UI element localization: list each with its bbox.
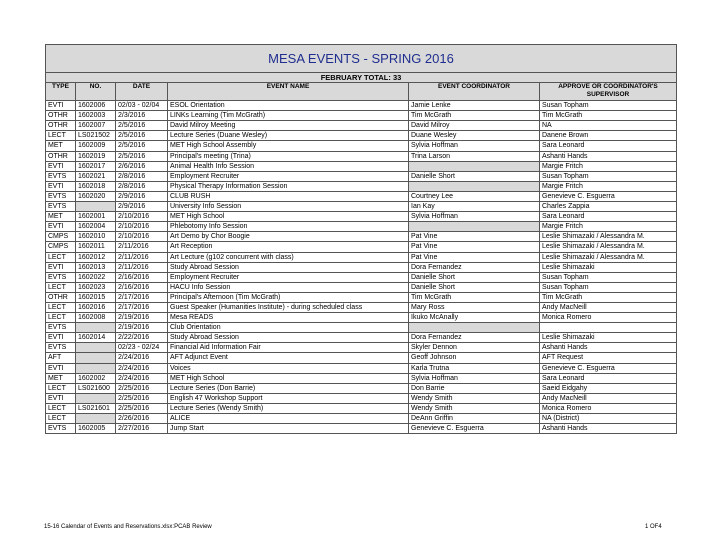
cell-event-name: Study Abroad Session [168,333,409,343]
cell-coordinator: Sylvia Hoffman [409,212,540,222]
cell-date: 2/11/2016 [116,262,168,272]
cell-supervisor [540,323,677,333]
cell-event-name: HACU Info Session [168,282,409,292]
cell-supervisor: Ashanti Hands [540,151,677,161]
cell-supervisor: Sara Leonard [540,373,677,383]
cell-number: 1602008 [76,313,116,323]
cell-event-name: MET High School [168,212,409,222]
cell-supervisor: Genevieve C. Esguerra [540,363,677,373]
cell-coordinator: Pat Vine [409,232,540,242]
cell-number: 1602016 [76,302,116,312]
cell-number: 1602005 [76,424,116,434]
cell-type: LECT [46,282,76,292]
cell-event-name: Jump Start [168,424,409,434]
cell-event-name: ALICE [168,414,409,424]
cell-number: 1602003 [76,111,116,121]
cell-event-name: Employment Recruiter [168,272,409,282]
cell-date: 2/5/2016 [116,121,168,131]
cell-number: 1602020 [76,191,116,201]
cell-coordinator: Ikuko McAnally [409,313,540,323]
cell-date: 2/9/2016 [116,202,168,212]
cell-coordinator: Pat Vine [409,252,540,262]
cell-supervisor: Leslie Shimazaki [540,333,677,343]
table-row [46,171,677,181]
cell-type: EVTI [46,101,76,111]
cell-coordinator: Dora Fernandez [409,333,540,343]
cell-coordinator: Courtney Lee [409,191,540,201]
cell-supervisor: Charles Zappia [540,202,677,212]
cell-date: 2/6/2016 [116,161,168,171]
table-row [46,151,677,161]
cell-number [76,353,116,363]
table-row [46,393,677,403]
cell-supervisor: Andy MacNeill [540,302,677,312]
cell-date: 2/24/2016 [116,373,168,383]
cell-date: 2/24/2016 [116,363,168,373]
table-row [46,363,677,373]
column-header-event-coordinator: EVENT COORDINATOR [409,83,540,101]
cell-type: EVTI [46,262,76,272]
cell-supervisor: Genevieve C. Esguerra [540,191,677,201]
cell-type: AFT [46,353,76,363]
cell-coordinator: Ian Kay [409,202,540,212]
cell-number: 1602017 [76,161,116,171]
cell-coordinator: Mary Ross [409,302,540,312]
cell-date: 02/03 - 02/04 [116,101,168,111]
cell-date: 2/17/2016 [116,302,168,312]
table-row [46,101,677,111]
cell-type: EVTI [46,363,76,373]
cell-coordinator [409,161,540,171]
table-row [46,272,677,282]
cell-number: 1602010 [76,232,116,242]
cell-coordinator: Geoff Johnson [409,353,540,363]
cell-coordinator: Danielle Short [409,272,540,282]
cell-date: 2/10/2016 [116,212,168,222]
cell-event-name: Mesa READS [168,313,409,323]
cell-event-name: MET High School [168,373,409,383]
table-row [46,111,677,121]
table-row [46,161,677,171]
cell-number: 1602011 [76,242,116,252]
cell-supervisor: Saeid Eidgahy [540,383,677,393]
cell-event-name: Art Demo by Chor Boogie [168,232,409,242]
cell-event-name: LINKs Learning (Tim McGrath) [168,111,409,121]
cell-supervisor: Ashanti Hands [540,343,677,353]
column-header-no: NO. [76,83,116,101]
cell-number: 1602007 [76,121,116,131]
table-row [46,353,677,363]
table-row [46,121,677,131]
cell-type: EVTI [46,393,76,403]
cell-type: EVTI [46,333,76,343]
cell-number: 1602021 [76,171,116,181]
table-row [46,222,677,232]
cell-date: 2/24/2016 [116,353,168,363]
cell-event-name: Animal Health Info Session [168,161,409,171]
cell-type: EVTS [46,323,76,333]
cell-supervisor: Monica Romero [540,313,677,323]
table-row [46,252,677,262]
cell-type: EVTS [46,424,76,434]
cell-supervisor: Danene Brown [540,131,677,141]
cell-event-name: AFT Adjunct Event [168,353,409,363]
cell-date: 2/8/2016 [116,171,168,181]
cell-number: 1602019 [76,151,116,161]
cell-type: LECT [46,383,76,393]
cell-date: 2/5/2016 [116,151,168,161]
cell-coordinator: Skyler Dennon [409,343,540,353]
table-row [46,242,677,252]
cell-type: CMPS [46,232,76,242]
table-row [46,414,677,424]
cell-coordinator: Danielle Short [409,171,540,181]
cell-number: 1602013 [76,262,116,272]
cell-date: 02/23 - 02/24 [116,343,168,353]
cell-supervisor: Sara Leonard [540,212,677,222]
cell-type: EVTI [46,222,76,232]
cell-type: MET [46,141,76,151]
cell-number: 1602004 [76,222,116,232]
cell-supervisor: Sara Leonard [540,141,677,151]
cell-number: 1602022 [76,272,116,282]
cell-event-name: Lecture Series (Wendy Smith) [168,403,409,413]
cell-supervisor: Susan Topham [540,171,677,181]
header-row [46,83,677,101]
cell-event-name: Employment Recruiter [168,171,409,181]
cell-date: 2/19/2016 [116,323,168,333]
cell-coordinator: Trina Larson [409,151,540,161]
cell-supervisor: NA (District) [540,414,677,424]
cell-date: 2/25/2016 [116,383,168,393]
cell-date: 2/22/2016 [116,333,168,343]
cell-date: 2/26/2016 [116,414,168,424]
column-header-event-name: EVENT NAME [168,83,409,101]
table-row [46,383,677,393]
cell-event-name: Guest Speaker (Humanities Institute) - during scheduled class [168,302,409,312]
cell-supervisor: Susan Topham [540,272,677,282]
cell-date: 2/11/2016 [116,252,168,262]
cell-date: 2/8/2016 [116,181,168,191]
cell-event-name: Club Orientation [168,323,409,333]
cell-number [76,323,116,333]
table-row [46,403,677,413]
cell-number: 1602009 [76,141,116,151]
cell-type: EVTI [46,161,76,171]
cell-event-name: English 47 Workshop Support [168,393,409,403]
cell-event-name: Financial Aid Information Fair [168,343,409,353]
cell-supervisor: AFT Request [540,353,677,363]
cell-supervisor: Leslie Shimazaki / Alessandra M. [540,252,677,262]
cell-coordinator: Jamie Lenke [409,101,540,111]
page-title: MESA EVENTS - SPRING 2016 [46,45,677,73]
table-row [46,333,677,343]
cell-event-name: Principal's meeting (Trina) [168,151,409,161]
cell-type: LECT [46,302,76,312]
footer-page-number: 1 OF4 [645,524,662,530]
table-row [46,202,677,212]
february-total: FEBRUARY TOTAL: 33 [46,73,677,83]
cell-date: 2/10/2016 [116,222,168,232]
cell-date: 2/9/2016 [116,191,168,201]
cell-event-name: Physical Therapy Information Session [168,181,409,191]
cell-supervisor: Monica Romero [540,403,677,413]
cell-type: EVTI [46,181,76,191]
column-header-supervisor: APPROVE OR COORDINATOR'S SUPERVISOR [540,83,677,101]
cell-number [76,393,116,403]
cell-supervisor: Susan Topham [540,282,677,292]
cell-date: 2/11/2016 [116,242,168,252]
cell-date: 2/17/2016 [116,292,168,302]
cell-date: 2/5/2016 [116,141,168,151]
cell-number: 1602018 [76,181,116,191]
cell-type: LECT [46,414,76,424]
cell-number: 1602002 [76,373,116,383]
cell-supervisor: Tim McGrath [540,111,677,121]
cell-supervisor: Leslie Shimazaki / Alessandra M. [540,242,677,252]
cell-coordinator: Dora Fernandez [409,262,540,272]
cell-number: LS021502 [76,131,116,141]
cell-coordinator: David Milroy [409,121,540,131]
cell-date: 2/16/2016 [116,272,168,282]
cell-date: 2/25/2016 [116,403,168,413]
cell-date: 2/27/2016 [116,424,168,434]
cell-event-name: Study Abroad Session [168,262,409,272]
cell-coordinator [409,181,540,191]
cell-coordinator: Pat Vine [409,242,540,252]
cell-type: EVTS [46,272,76,282]
cell-type: MET [46,212,76,222]
cell-type: EVTS [46,343,76,353]
cell-number [76,414,116,424]
cell-number: 1602014 [76,333,116,343]
cell-type: LECT [46,252,76,262]
cell-number: 1602012 [76,252,116,262]
cell-type: EVTS [46,171,76,181]
cell-event-name: MET High School Assembly [168,141,409,151]
table-row [46,302,677,312]
cell-supervisor: NA [540,121,677,131]
cell-date: 2/5/2016 [116,131,168,141]
footer-filename: 15-16 Calendar of Events and Reservations.xlsx:PCAB Review [44,524,212,530]
cell-supervisor: Susan Topham [540,101,677,111]
cell-event-name: Voices [168,363,409,373]
table-row [46,181,677,191]
cell-supervisor: Margie Fritch [540,181,677,191]
cell-number [76,202,116,212]
cell-type: OTHR [46,292,76,302]
cell-number: 1602015 [76,292,116,302]
cell-supervisor: Andy MacNeill [540,393,677,403]
cell-coordinator: Don Barrie [409,383,540,393]
cell-coordinator: Wendy Smith [409,393,540,403]
cell-coordinator: Wendy Smith [409,403,540,413]
cell-coordinator [409,222,540,232]
cell-type: OTHR [46,121,76,131]
cell-date: 2/10/2016 [116,232,168,242]
cell-date: 2/16/2016 [116,282,168,292]
cell-coordinator [409,323,540,333]
cell-coordinator: Sylvia Hoffman [409,373,540,383]
cell-type: EVTS [46,191,76,201]
cell-coordinator: Tim McGrath [409,292,540,302]
spreadsheet [45,44,676,434]
cell-event-name: ESOL Orientation [168,101,409,111]
cell-event-name: Art Lecture (g102 concurrent with class) [168,252,409,262]
table-row [46,373,677,383]
cell-number [76,343,116,353]
table-row [46,232,677,242]
cell-type: MET [46,373,76,383]
table-row [46,191,677,201]
cell-event-name: University Info Session [168,202,409,212]
table-row [46,262,677,272]
column-header-type: TYPE [46,83,76,101]
cell-type: EVTS [46,202,76,212]
table-row [46,131,677,141]
table-row [46,343,677,353]
cell-supervisor: Tim McGrath [540,292,677,302]
cell-supervisor: Ashanti Hands [540,424,677,434]
cell-type: LECT [46,403,76,413]
cell-event-name: Principal's Afternoon (Tim McGrath) [168,292,409,302]
table-row [46,141,677,151]
cell-coordinator: Genevieve C. Esguerra [409,424,540,434]
cell-date: 2/25/2016 [116,393,168,403]
events-table [45,44,677,434]
cell-coordinator: Duane Wesley [409,131,540,141]
cell-supervisor: Margie Fritch [540,161,677,171]
cell-event-name: Phlebotomy Info Session [168,222,409,232]
cell-coordinator: Sylvia Hoffman [409,141,540,151]
table-row [46,282,677,292]
table-row [46,313,677,323]
cell-number: LS021601 [76,403,116,413]
cell-event-name: David Milroy Meeting [168,121,409,131]
cell-type: CMPS [46,242,76,252]
cell-supervisor: Leslie Shimazaki / Alessandra M. [540,232,677,242]
cell-coordinator: DeAnn Griffin [409,414,540,424]
cell-event-name: Art Reception [168,242,409,252]
cell-type: LECT [46,131,76,141]
table-row [46,292,677,302]
cell-type: LECT [46,313,76,323]
cell-coordinator: Karla Trutna [409,363,540,373]
cell-event-name: Lecture Series (Don Barrie) [168,383,409,393]
cell-date: 2/19/2016 [116,313,168,323]
table-row [46,212,677,222]
cell-number [76,363,116,373]
table-row [46,323,677,333]
cell-date: 2/3/2016 [116,111,168,121]
column-header-date: DATE [116,83,168,101]
cell-number: LS021600 [76,383,116,393]
cell-event-name: Lecture Series (Duane Wesley) [168,131,409,141]
cell-number: 1602023 [76,282,116,292]
cell-event-name: CLUB RUSH [168,191,409,201]
table-row [46,424,677,434]
cell-type: OTHR [46,151,76,161]
cell-coordinator: Tim McGrath [409,111,540,121]
cell-type: OTHR [46,111,76,121]
cell-number: 1602001 [76,212,116,222]
cell-number: 1602006 [76,101,116,111]
cell-coordinator: Danielle Short [409,282,540,292]
cell-supervisor: Margie Fritch [540,222,677,232]
cell-supervisor: Leslie Shimazaki [540,262,677,272]
